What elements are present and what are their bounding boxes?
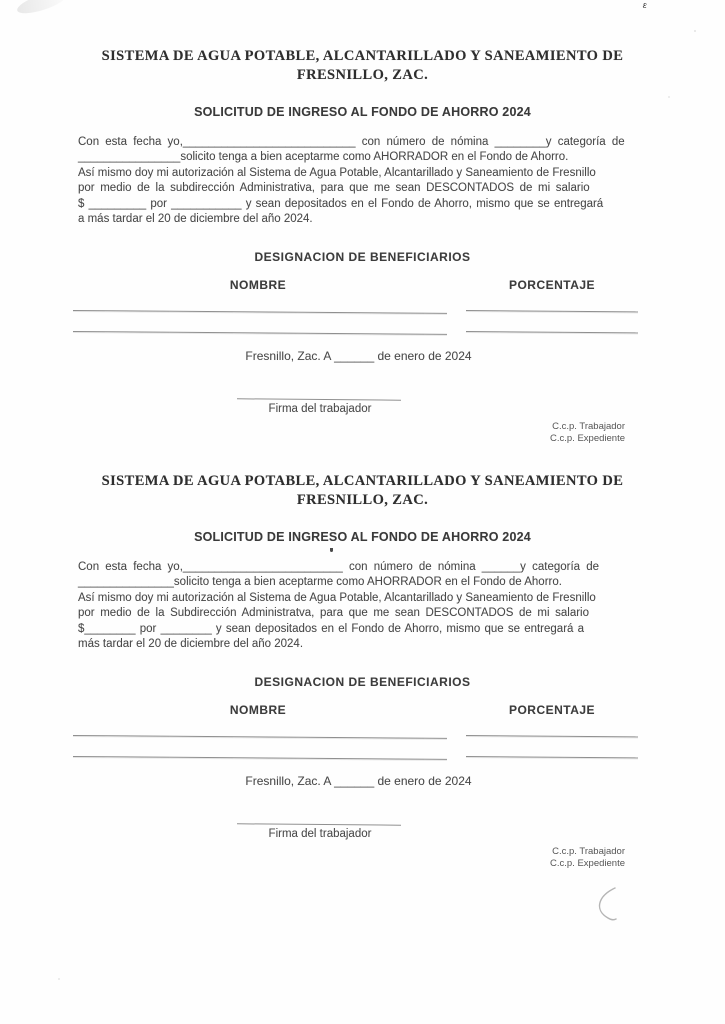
body-line: $________ por ________ y sean depositados en el Fondo de Ahorro, mismo que se entregará a bbox=[78, 622, 585, 635]
scan-speck bbox=[58, 978, 60, 980]
form-body-paragraph bbox=[78, 560, 650, 652]
org-title-line2: FRESNILLO, ZAC. bbox=[296, 492, 429, 508]
scan-speck bbox=[668, 96, 670, 98]
beneficiary-percentage-line-1 bbox=[466, 310, 638, 312]
ccp-block bbox=[550, 421, 625, 445]
ccp-expediente: C.c.p. Expediente bbox=[550, 433, 625, 444]
body-line: Con esta fecha yo,_________________________ con número de nómina ______y categoría de bbox=[78, 561, 600, 573]
signature-line bbox=[237, 823, 401, 825]
scan-speck bbox=[694, 30, 696, 32]
body-line: $ _________ por ___________ y sean depositados en el Fondo de Ahorro, mismo que se entregará bbox=[78, 197, 604, 210]
form-body-paragraph bbox=[78, 135, 650, 227]
scan-smudge bbox=[15, 0, 69, 18]
body-line: por medio de la subdirección Administrativa, para que me sean DESCONTADOS de mi salario bbox=[78, 182, 590, 195]
pen-stroke-mark bbox=[582, 884, 630, 932]
column-header-porcentaje: PORCENTAJE bbox=[508, 703, 596, 717]
body-line: Así mismo doy mi autorización al Sistema de Agua Potable, Alcantarillado y Saneamiento de Fresnillo bbox=[78, 166, 596, 179]
body-line: _______________solicito tenga a bien aceptarme como AHORRADOR en el Fondo de Ahorro. bbox=[78, 576, 562, 589]
stray-ink-dot bbox=[330, 548, 333, 552]
beneficiaries-heading: DESIGNACION DE BENEFICIARIOS bbox=[254, 250, 471, 264]
form-title: SOLICITUD DE INGRESO AL FONDO DE AHORRO 2024 bbox=[194, 530, 531, 544]
column-header-nombre: NOMBRE bbox=[229, 703, 287, 717]
ccp-expediente: C.c.p. Expediente bbox=[550, 858, 625, 869]
beneficiary-name-line-1 bbox=[73, 310, 447, 314]
beneficiary-name-line-1 bbox=[73, 735, 447, 739]
org-title-line1: SISTEMA DE AGUA POTABLE, ALCANTARILLADO Y SANEAMIENTO DE bbox=[101, 48, 624, 64]
ink-speck-mark: ε bbox=[642, 0, 649, 11]
ccp-block bbox=[550, 846, 625, 870]
place-date-line: Fresnillo, Zac. A ______ de enero de 2024 bbox=[245, 774, 472, 788]
body-line: a más tardar el 20 de diciembre del año 2024. bbox=[78, 213, 313, 226]
beneficiary-name-line-2 bbox=[73, 756, 447, 760]
form-copy-2 bbox=[0, 473, 725, 921]
body-line: más tardar el 20 de diciembre del año 2024. bbox=[78, 638, 304, 651]
body-line: Con esta fecha yo,___________________________ con número de nómina ________y categoría de bbox=[78, 136, 625, 148]
beneficiary-percentage-line-1 bbox=[466, 735, 638, 737]
signature-line bbox=[237, 398, 401, 400]
org-title-line1: SISTEMA DE AGUA POTABLE, ALCANTARILLADO Y SANEAMIENTO DE bbox=[101, 473, 624, 489]
ccp-trabajador: C.c.p. Trabajador bbox=[552, 421, 625, 432]
beneficiaries-heading: DESIGNACION DE BENEFICIARIOS bbox=[254, 675, 471, 689]
body-line: ________________solicito tenga a bien aceptarme como AHORRADOR en el Fondo de Ahorro. bbox=[78, 151, 569, 164]
beneficiary-name-line-2 bbox=[73, 331, 447, 335]
beneficiary-percentage-line-2 bbox=[466, 756, 638, 758]
ccp-trabajador: C.c.p. Trabajador bbox=[552, 846, 625, 857]
column-header-nombre: NOMBRE bbox=[229, 278, 287, 292]
column-header-porcentaje: PORCENTAJE bbox=[508, 278, 596, 292]
body-line: por medio de la Subdirección Administratva, para que me sean DESCONTADOS de mi salario bbox=[78, 607, 590, 620]
signature-label: Firma del trabajador bbox=[268, 403, 372, 415]
form-title: SOLICITUD DE INGRESO AL FONDO DE AHORRO 2024 bbox=[194, 105, 531, 119]
place-date-line: Fresnillo, Zac. A ______ de enero de 2024 bbox=[245, 349, 472, 363]
org-title-line2: FRESNILLO, ZAC. bbox=[296, 67, 429, 83]
form-copy-1 bbox=[0, 48, 725, 496]
beneficiary-percentage-line-2 bbox=[466, 331, 638, 333]
signature-label: Firma del trabajador bbox=[268, 828, 372, 840]
body-line: Así mismo doy mi autorización al Sistema de Agua Potable, Alcantarillado y Saneamiento de Fresnillo bbox=[78, 591, 596, 604]
